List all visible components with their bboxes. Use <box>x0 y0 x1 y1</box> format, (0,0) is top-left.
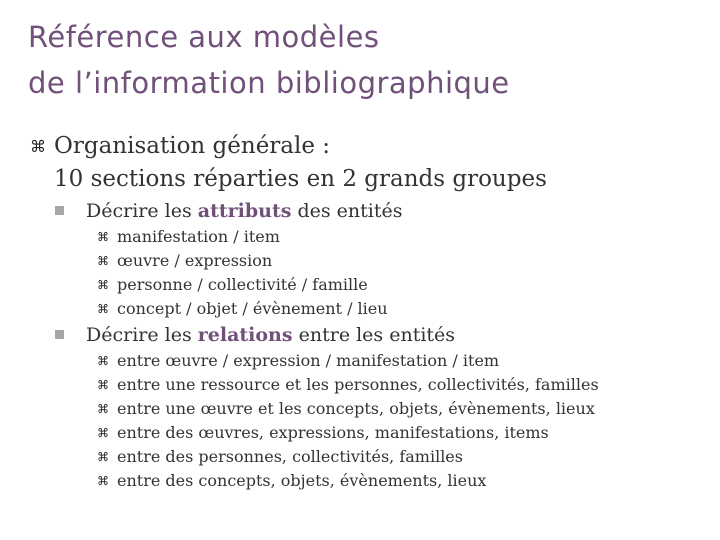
group-relations-after: entre les entités <box>292 324 456 346</box>
group-relations-heading <box>86 322 705 348</box>
square-bullet-icon <box>55 206 64 215</box>
list-item-text: manifestation / item <box>117 227 280 246</box>
command-key-bullet-icon: ⌘ <box>97 278 109 292</box>
group-relations-bold: relations <box>197 324 293 346</box>
list-item-text: entre des œuvres, expressions, manifestations, items <box>117 423 549 442</box>
list-item-text: concept / objet / évènement / lieu <box>117 299 388 318</box>
command-key-bullet-icon: ⌘ <box>97 254 109 268</box>
square-bullet-icon <box>55 330 64 339</box>
list-item-text: entre des concepts, objets, évènements, lieux <box>117 471 487 490</box>
group-attributes <box>55 198 705 318</box>
group-attributes-heading <box>86 198 705 224</box>
list-item-text: personne / collectivité / famille <box>117 275 368 294</box>
slide-title <box>28 14 510 106</box>
command-key-bullet-icon: ⌘ <box>97 426 109 440</box>
main-bullet <box>30 130 710 196</box>
command-key-bullet-icon: ⌘ <box>97 450 109 464</box>
title-line-2: de l’information bibliographique <box>28 66 510 100</box>
command-key-bullet-icon: ⌘ <box>97 354 109 368</box>
list-item-text: entre une œuvre et les concepts, objets, évènements, lieux <box>117 399 595 418</box>
command-key-bullet-icon: ⌘ <box>97 474 109 488</box>
list-item-text: entre œuvre / expression / manifestation / item <box>117 351 500 370</box>
group-attributes-after: des entités <box>291 200 403 222</box>
main-bullet-line-2: 10 sections réparties en 2 grands groupes <box>54 166 547 192</box>
command-key-bullet-icon: ⌘ <box>97 302 109 316</box>
group-attributes-before: Décrire les <box>86 200 198 222</box>
main-bullet-line-1: Organisation générale : <box>54 133 331 159</box>
command-key-bullet-icon: ⌘ <box>97 402 109 416</box>
command-key-bullet-icon: ⌘ <box>30 137 46 156</box>
group-relations-before: Décrire les <box>86 324 198 346</box>
list-item-text: œuvre / expression <box>117 251 273 270</box>
command-key-bullet-icon: ⌘ <box>97 230 109 244</box>
title-line-1: Référence aux modèles <box>28 20 380 54</box>
group-relations <box>55 322 705 490</box>
main-bullet-text <box>54 130 710 196</box>
group-attributes-bold: attributs <box>197 200 292 222</box>
list-item-text: entre des personnes, collectivités, familles <box>117 447 463 466</box>
command-key-bullet-icon: ⌘ <box>97 378 109 392</box>
list-item-text: entre une ressource et les personnes, collectivités, familles <box>117 375 599 394</box>
